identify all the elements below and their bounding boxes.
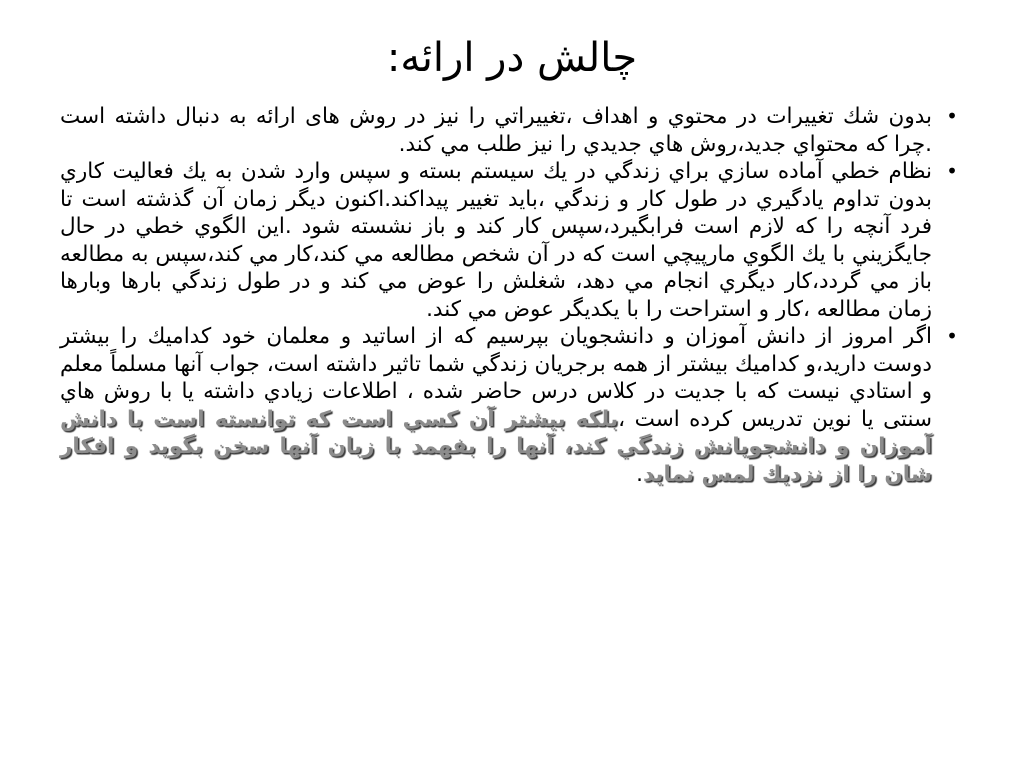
bullet-icon: • bbox=[946, 159, 958, 183]
bullet-text-2: نظام خطي آماده سازي براي زندگي در يك سيستم بسته و سپس وارد شدن به يك فعاليت كاري بدون تداوم يادگيري در طول كار و زندگي ،بايد تغيير پيداكند.اكنون ديگر زمان آن گذشته است تا فرد آنچه را كه لازم است فرابگيرد،سپس كار كند و باز نشسته شود .اين الگوي خطي در حال جايگزيني با يك الگوي مارپيچي است كه در آن شخص مطالعه مي كند،كار مي كند،سپس به مطالعه باز مي گردد،كار ديگري انجام مي دهد، شغلش را عوض مي كند و در طول زندگي بارها وبارها زمان مطالعه ،كار و استراحت را با يكديگر عوض مي كند. bbox=[60, 159, 932, 322]
bullet-item-3 bbox=[60, 323, 964, 488]
bullet-icon: • bbox=[946, 324, 958, 348]
bullet-text-3-end: . bbox=[636, 461, 643, 487]
bullet-text-3-plain: اگر امروز از دانش آموزان و دانشجويان بپرسيم كه از اساتيد و معلمان خود كداميك را بيشتر دوست داريد،و كداميك بيشتر از همه برجريان زندگي شما تاثير داشته است، جواب آنها مسلماً معلم و استادي نيست كه با جديت در كلاس درس حاضر شده ، اطلاعات زيادي داشته يا با روش هاي سنتی يا نوين تدريس كرده است ، bbox=[60, 324, 932, 432]
bullet-item-2 bbox=[60, 158, 964, 323]
bullet-list bbox=[60, 103, 964, 488]
bullet-icon: • bbox=[946, 104, 958, 128]
bullet-text-1: بدون شك تغييرات در محتوي و اهداف ،تغييراتي را نيز در روش های ارائه به دنبال داشته است .چرا كه محتواي جديد،روش هاي جديدي را نيز طلب مي كند. bbox=[60, 104, 932, 157]
bullet-text-3 bbox=[60, 323, 932, 488]
bullet-item-1 bbox=[60, 103, 964, 158]
bullet-text-3-emphasis: بلكه بيشتر آن كسي است كه توانسته است با دانش آموزان و دانشجويانش زندگي كند، آنها را بفهمد با زبان آنها سخن بگويد و افكار شان را از نزديك لمس نمايد bbox=[60, 406, 932, 487]
slide-title: چالش در ارائه: bbox=[386, 35, 638, 81]
